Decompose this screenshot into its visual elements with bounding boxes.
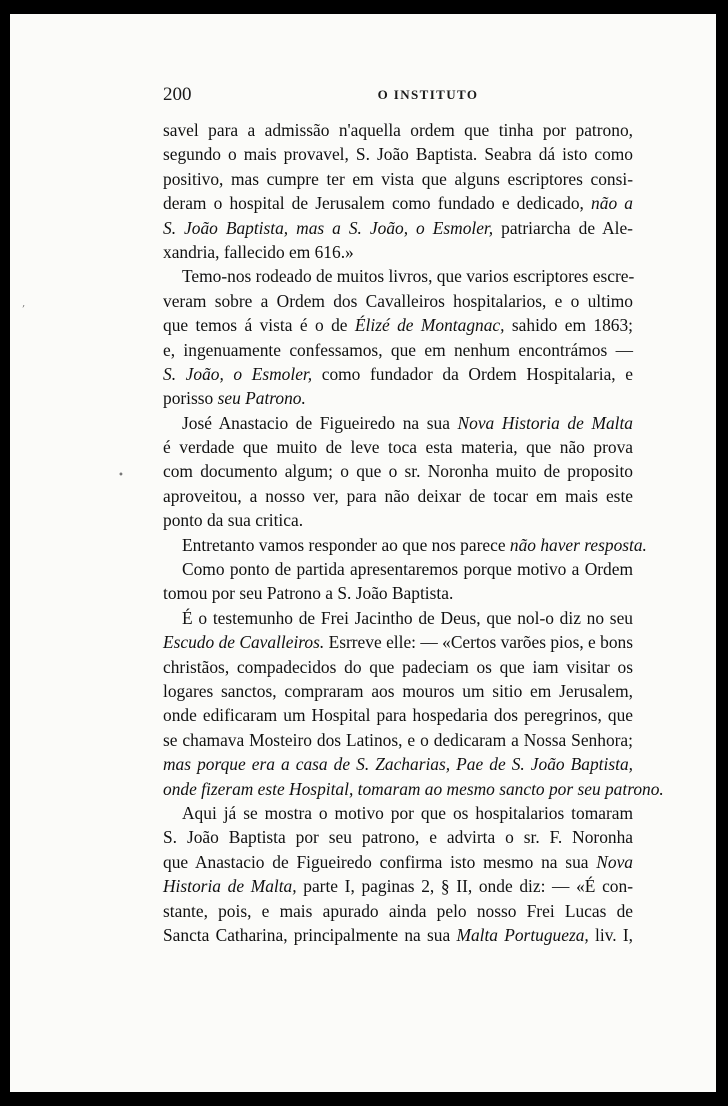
text-line (163, 850, 633, 874)
text-run: S. João Baptista por seu patrono, e advirta o sr. F. Noronha (163, 827, 633, 848)
text-line (163, 167, 633, 191)
italic-run: Malta Portugueza, (456, 924, 589, 945)
text-run: sahido em 1863; (504, 315, 633, 336)
text-run: José Anastacio de Figueiredo na sua (182, 412, 458, 433)
text-run: Temo-nos rodeado de muitos livros, que varios escriptores escre- (182, 266, 635, 287)
paragraph (163, 557, 633, 606)
italic-run: S. João, o Esmoler, (163, 363, 313, 384)
text-line (163, 752, 633, 776)
text-run: aproveitou, a nosso ver, para não deixar de tocar em mais este (163, 485, 633, 506)
italic-run: S. João Baptista, mas a S. João, o Esmoler, (163, 217, 494, 238)
text-run: com documento algum; o que o sr. Noronha muito de proposito (163, 461, 633, 482)
text-line (163, 630, 633, 654)
text-run: Entretanto vamos responder ao que nos parece (182, 534, 510, 555)
text-line (163, 362, 633, 386)
text-line (163, 899, 633, 923)
italic-run: Historia de Malta, (163, 876, 297, 897)
text-run: onde edificaram um Hospital para hospedaria dos peregrinos, que (163, 705, 633, 726)
text-line (163, 801, 633, 825)
scan-speck: • (118, 470, 124, 481)
italic-run: não haver resposta. (509, 534, 647, 555)
text-run: parte I, paginas 2, § II, onde diz: — «É con- (296, 876, 633, 897)
italic-run: Nova Historia de Malta (457, 412, 633, 433)
paragraph (163, 411, 633, 533)
text-line (163, 777, 664, 801)
text-line (163, 240, 633, 264)
body-text (163, 118, 664, 947)
text-line (163, 142, 633, 166)
text-run: Aqui já se mostra o motivo por que os hospitalarios tomaram (182, 802, 633, 823)
text-run: Sancta Catharina, principalmente na sua (163, 924, 457, 945)
text-run: é verdade que muito de leve toca esta materia, que não prova (163, 437, 633, 458)
text-run: É o testemunho de Frei Jacintho de Deus, que nol-o diz no seu (182, 607, 633, 628)
text-line (163, 874, 633, 898)
text-run: segundo o mais provavel, S. João Baptista. Seabra dá isto como (163, 144, 633, 165)
text-line (163, 411, 633, 435)
text-line (163, 289, 633, 313)
text-line (163, 435, 633, 459)
text-line (163, 313, 633, 337)
text-line (163, 216, 633, 240)
paragraph (163, 606, 664, 801)
paragraph (163, 533, 647, 557)
italic-run: não a (591, 193, 633, 214)
paragraph (163, 264, 633, 410)
text-line (163, 606, 633, 630)
paragraph (163, 801, 633, 947)
text-run: christãos, compadecidos do que padeciam os que iam visitar os (163, 656, 633, 677)
page-number: 200 (163, 84, 192, 105)
text-run: que temos á vista é o de (163, 315, 355, 336)
text-line (163, 118, 633, 142)
text-run: xandria, fallecido em 616.» (163, 241, 354, 262)
text-run: patriarcha de Ale- (493, 217, 633, 238)
text-line (163, 386, 633, 410)
text-run: liv. I, (588, 924, 633, 945)
italic-run: onde fizeram este Hospital, tomaram ao mesmo sancto por seu patrono. (163, 778, 664, 799)
text-line (163, 728, 633, 752)
text-line (163, 191, 633, 215)
text-run: se chamava Mosteiro dos Latinos, e o dedicaram a Nossa Senhora; (163, 729, 633, 750)
text-run: ponto da sua critica. (163, 510, 304, 531)
text-line (163, 923, 633, 947)
italic-run: mas porque era a casa de S. Zacharias, Pae de S. João Baptista, (163, 754, 633, 775)
text-line (163, 581, 633, 605)
scan-speck: ‚ (22, 298, 26, 309)
text-run: tomou por seu Patrono a S. João Baptista. (163, 583, 454, 604)
text-line (163, 655, 633, 679)
italic-run: Escudo de Cavalleiros. (163, 632, 325, 653)
text-run: veram sobre a Ordem dos Cavalleiros hospitalarios, e o ultimo (163, 290, 633, 311)
text-line (163, 557, 633, 581)
text-run: logares sanctos, compraram aos mouros um sitio em Jerusalem, (163, 680, 633, 701)
text-run: positivo, mas cumpre ter em vista que alguns escriptores consi- (163, 168, 633, 189)
page-header (163, 84, 633, 106)
text-line (163, 338, 633, 362)
italic-run: Élizé de Montagnac, (354, 315, 505, 336)
text-run: Como ponto de partida apresentaremos porque motivo a Ordem (182, 559, 633, 580)
italic-run: Nova (596, 851, 633, 872)
text-line (163, 703, 633, 727)
text-run: savel para a admissão n'aquella ordem que tinha por patrono, (163, 120, 633, 140)
text-line (163, 484, 633, 508)
text-line (163, 264, 633, 288)
text-run: e, ingenuamente confessamos, que em nenhum encontrámos — (163, 339, 633, 360)
text-line (163, 533, 647, 557)
italic-run: seu Patrono. (217, 388, 306, 409)
text-line (163, 825, 633, 849)
text-run: porisso (163, 388, 218, 409)
text-line (163, 508, 633, 532)
text-run: Esrreve elle: — «Certos varões pios, e bons (324, 632, 634, 653)
text-run: deram o hospital de Jerusalem como fundado e dedicado, (163, 193, 592, 214)
text-run: stante, pois, e mais apurado ainda pelo nosso Frei Lucas de (163, 900, 633, 921)
text-run: que Anastacio de Figueiredo confirma isto mesmo na sua (163, 851, 597, 872)
text-line (163, 459, 633, 483)
running-title: O INSTITUTO (377, 87, 479, 102)
text-run: como fundador da Ordem Hospitalaria, e (312, 363, 633, 384)
text-line (163, 679, 633, 703)
paragraph (163, 118, 633, 264)
